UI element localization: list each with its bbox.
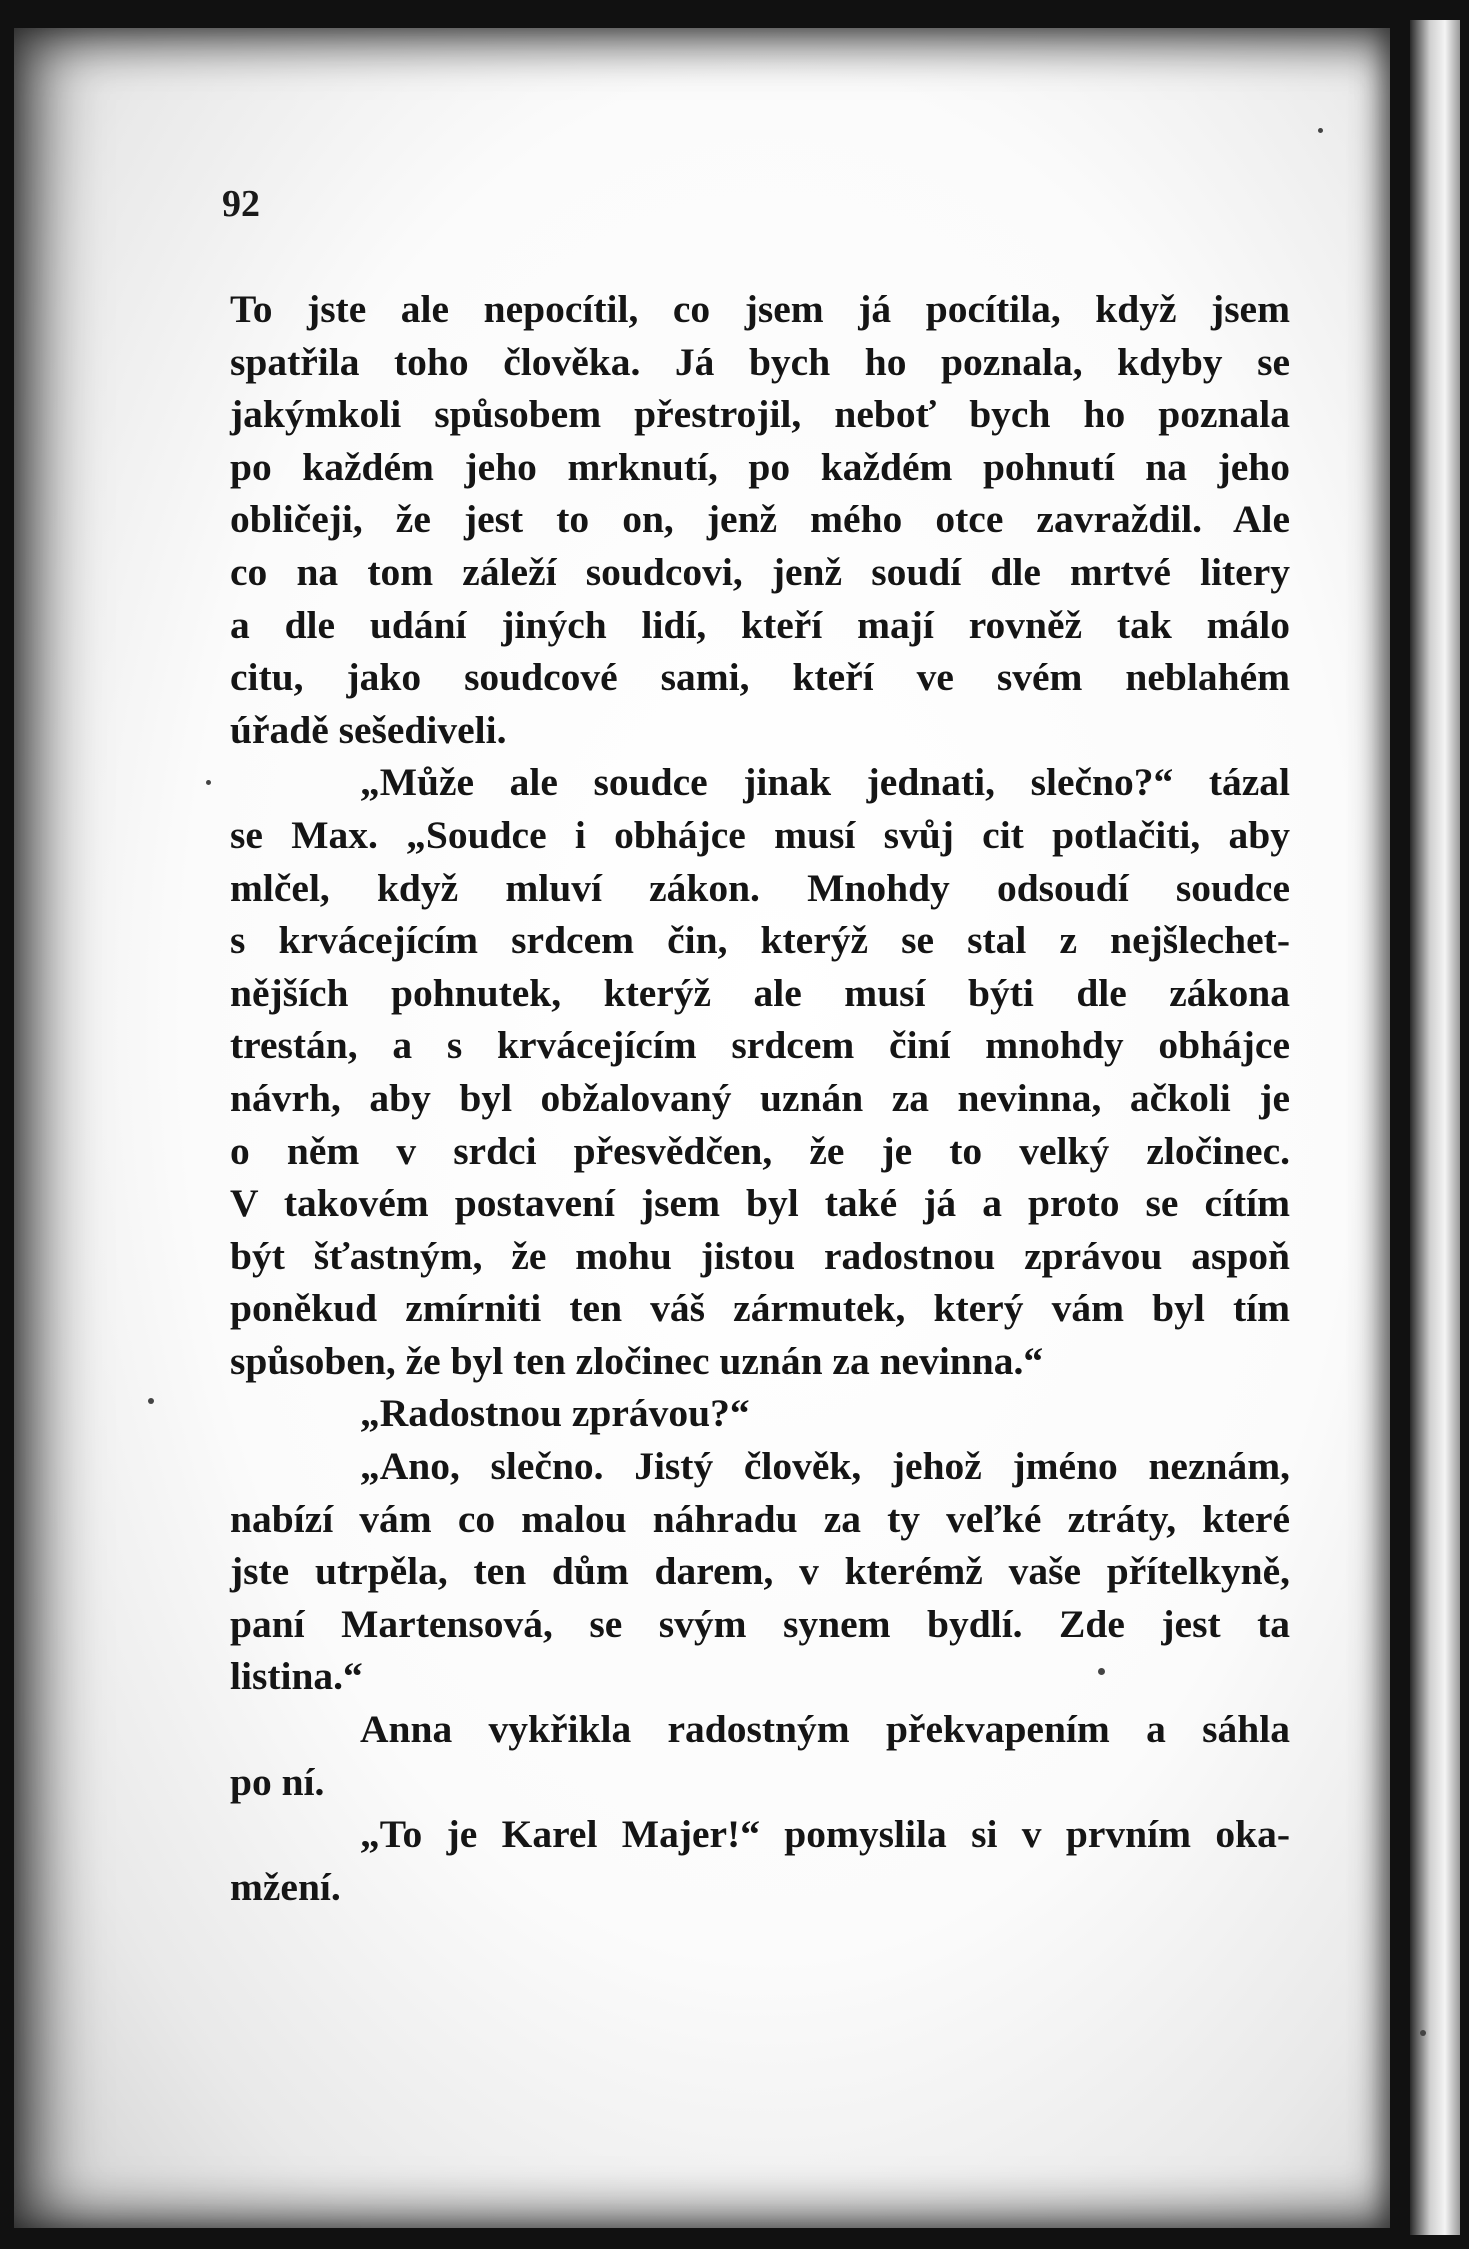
text-line: listina.“ xyxy=(230,1654,363,1699)
text-line: být šťastným, že mohu jistou radostnou zprávou aspoň xyxy=(230,1233,1290,1278)
text-line: spůsoben, že byl ten zločinec uznán za nevinna.“ xyxy=(230,1338,1044,1383)
text-line: po ní. xyxy=(230,1759,325,1804)
text-line: To jste ale nepocítil, co jsem já pocítila, když jsem xyxy=(230,287,1290,331)
dust-speck xyxy=(206,780,211,785)
text-line: úřadě sešediveli. xyxy=(230,707,507,752)
text-line: co na tom záleží soudcovi, jenž soudí dle mrtvé litery xyxy=(230,549,1290,594)
text-line: Anna vykřikla radostným překvapením a sáhla xyxy=(360,1707,1290,1752)
text-line: spatřila toho člověka. Já bych ho poznala, kdyby se xyxy=(230,339,1290,384)
text-line: „Ano, slečno. Jistý člověk, jehož jméno neznám, xyxy=(360,1444,1290,1489)
page-number: 92 xyxy=(222,183,260,225)
text-line: „Radostnou zprávou?“ xyxy=(360,1391,750,1436)
text-line: obličeji, že jest to on, jenž mého otce zavraždil. Ale xyxy=(230,497,1290,542)
text-line: citu, jako soudcové sami, kteří ve svém neblahém xyxy=(230,655,1290,700)
text-line: „To je Karel Majer!“ pomyslila si v prvním oka- xyxy=(360,1812,1290,1857)
text-line: a dle udání jiných lidí, kteří mají rovněž tak málo xyxy=(230,602,1290,647)
dust-speck xyxy=(148,1398,154,1404)
text-line: s krvácejícím srdcem čin, kterýž se stal z nejšlechet- xyxy=(230,918,1290,963)
text-line: mlčel, když mluví zákon. Mnohdy odsoudí soudce xyxy=(230,865,1290,910)
text-line: o něm v srdci přesvědčen, že je to velký zločinec. xyxy=(230,1128,1290,1173)
text-line: po každém jeho mrknutí, po každém pohnutí na jeho xyxy=(230,444,1290,489)
text-line: se Max. „Soudce i obhájce musí svůj cit potlačiti, aby xyxy=(230,812,1290,857)
text-line: trestán, a s krvácejícím srdcem činí mnohdy obhájce xyxy=(230,1023,1290,1068)
dust-speck xyxy=(1318,128,1323,133)
text-line: V takovém postavení jsem byl také já a proto se cítím xyxy=(230,1181,1290,1226)
text-line: nabízí vám co malou náhradu za ty veľké ztráty, které xyxy=(230,1496,1290,1541)
adjacent-page-edge xyxy=(1410,20,1460,2235)
text-line: poněkud zmírniti ten váš zármutek, který vám byl tím xyxy=(230,1286,1290,1331)
text-line: nějších pohnutek, kterýž ale musí býti dle zákona xyxy=(230,970,1290,1015)
text-line: paní Martensová, se svým synem bydlí. Zde jest ta xyxy=(230,1601,1290,1646)
text-line: jakýmkoli spůsobem přestrojil, neboť bych ho poznala xyxy=(230,392,1290,437)
text-line: mžení. xyxy=(230,1864,341,1909)
body-text xyxy=(230,283,1290,1913)
text-line: „Může ale soudce jinak jednati, slečno?“ tázal xyxy=(360,760,1290,805)
dust-speck xyxy=(1420,2030,1426,2036)
text-line: návrh, aby byl obžalovaný uznán za nevinna, ačkoli je xyxy=(230,1075,1290,1120)
text-line: jste utrpěla, ten dům darem, v kterémž vaše přítelkyně, xyxy=(230,1549,1290,1594)
